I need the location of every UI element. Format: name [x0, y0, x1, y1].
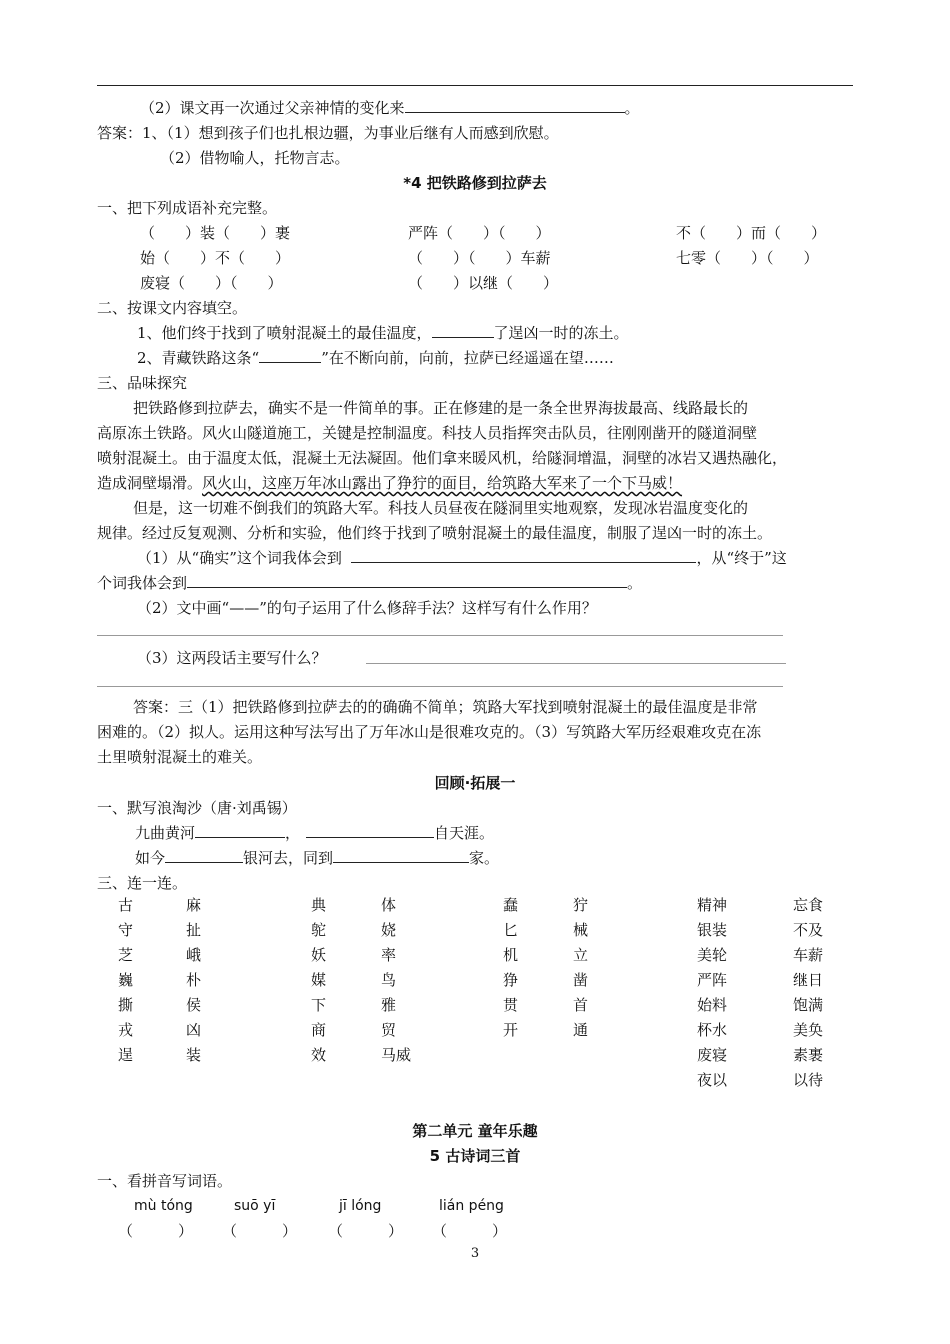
- match-word[interactable]: 撕: [118, 996, 134, 1014]
- answer-line: 土里喷射混凝土的难关。: [97, 748, 263, 766]
- match-word[interactable]: 扯: [186, 921, 202, 939]
- match-word[interactable]: 银装: [697, 921, 728, 939]
- underlined-sentence: 风火山，这座万年冰山露出了狰狞的面目，给筑路大军来了一个下马威！: [202, 474, 683, 492]
- match-word[interactable]: 体: [381, 896, 397, 914]
- answer-blank[interactable]: [306, 823, 434, 838]
- section-heading: 一、看拼音写词语。: [97, 1172, 233, 1190]
- match-word[interactable]: 妖: [311, 946, 327, 964]
- match-word[interactable]: 朴: [186, 971, 202, 989]
- match-word[interactable]: 装: [186, 1046, 202, 1064]
- match-word[interactable]: 美轮: [697, 946, 728, 964]
- section-heading: 一、默写浪淘沙（唐·刘禹锡）: [97, 799, 297, 817]
- idiom-item: （ ）（ ）车薪: [408, 249, 551, 267]
- match-word[interactable]: 狰: [503, 971, 519, 989]
- match-word[interactable]: 娆: [381, 921, 397, 939]
- match-word[interactable]: 首: [573, 996, 589, 1014]
- match-word[interactable]: 下: [311, 996, 327, 1014]
- match-word[interactable]: 始料: [697, 996, 728, 1014]
- answer-blank[interactable]: [165, 848, 243, 863]
- question-line: （2）课文再一次通过父亲神情的变化来 。: [140, 99, 640, 117]
- answer-blank[interactable]: [432, 323, 494, 338]
- passage-line: 高原冻土铁路。风火山隧道施工，关键是控制温度。科技人员指挥突击队员，往刚刚凿开的隧道洞壁: [97, 424, 758, 442]
- match-word[interactable]: 车薪: [793, 946, 824, 964]
- pinyin-label: lián péng: [439, 1198, 504, 1214]
- match-word[interactable]: 立: [573, 946, 589, 964]
- question-line: （3）这两段话主要写什么？: [137, 649, 327, 667]
- match-word[interactable]: 逞: [118, 1046, 134, 1064]
- answer-blank[interactable]: [405, 98, 625, 113]
- lesson-title: 5 古诗词三首: [429, 1147, 521, 1165]
- match-word[interactable]: 杯水: [697, 1021, 728, 1039]
- match-word[interactable]: 忘食: [793, 896, 824, 914]
- match-word[interactable]: 芝: [118, 946, 134, 964]
- passage-line: 但是，这一切难不倒我们的筑路大军。科技人员昼夜在隧洞里实地观察，发现冰岩温度变化的: [133, 499, 749, 517]
- match-word[interactable]: 麻: [186, 896, 202, 914]
- passage-line: 造成洞壁塌滑。风火山，这座万年冰山露出了狰狞的面目，给筑路大军来了一个下马威！: [97, 474, 683, 492]
- question-line: 个词我体会到 。: [97, 574, 643, 592]
- match-word[interactable]: 峨: [186, 946, 202, 964]
- section-heading: 一、把下列成语补充完整。: [97, 199, 278, 217]
- answer-line: 困难的。（2）拟人。运用这种写法写出了万年冰山是很难攻克的。（3）写筑路大军历经艰难攻克在冻: [97, 723, 762, 741]
- section-heading: 二、按课文内容填空。: [97, 299, 248, 317]
- passage-line: 把铁路修到拉萨去，确实不是一件简单的事。正在修建的是一条全世界海拔最高、线路最长的: [133, 399, 749, 417]
- match-word[interactable]: 鸟: [381, 971, 397, 989]
- header-rule: [97, 85, 853, 86]
- match-word[interactable]: 戎: [118, 1021, 134, 1039]
- match-word[interactable]: 守: [118, 921, 134, 939]
- unit-title: 第二单元 童年乐趣: [412, 1122, 538, 1140]
- match-word[interactable]: 马威: [381, 1046, 412, 1064]
- match-word[interactable]: 以待: [793, 1071, 824, 1089]
- match-word[interactable]: 继日: [793, 971, 824, 989]
- match-word[interactable]: 饱满: [793, 996, 824, 1014]
- passage-line: 规律。经过反复观测、分析和实验，他们终于找到了喷射混凝土的最佳温度，制服了逞凶一时的冻土。: [97, 524, 773, 542]
- match-word[interactable]: 严阵: [697, 971, 728, 989]
- match-word[interactable]: 匕: [503, 921, 519, 939]
- section-title: 回顾·拓展一: [434, 774, 516, 792]
- match-word[interactable]: 废寝: [697, 1046, 728, 1064]
- idiom-item: （ ）装（ ）裹: [140, 224, 291, 242]
- answer-bracket[interactable]: （ ）: [118, 1222, 194, 1240]
- match-word[interactable]: 率: [381, 946, 397, 964]
- match-word[interactable]: 凶: [186, 1021, 202, 1039]
- poem-line: 如今 银河去，同到 家。: [135, 849, 500, 867]
- match-word[interactable]: 效: [311, 1046, 327, 1064]
- match-word[interactable]: 贸: [381, 1021, 397, 1039]
- match-word[interactable]: 鸵: [311, 921, 327, 939]
- idiom-item: 废寝（ ）（ ）: [140, 274, 283, 292]
- match-word[interactable]: 不及: [793, 921, 824, 939]
- idiom-item: 七零（ ）（ ）: [676, 249, 819, 267]
- pinyin-label: jī lóng: [339, 1198, 382, 1214]
- answer-line: 答案：三（1）把铁路修到拉萨去的的确确不简单；筑路大军找到喷射混凝土的最佳温度是非常: [133, 698, 758, 716]
- answer-rule[interactable]: [97, 686, 783, 687]
- fill-line: 2、青藏铁路这条“ ”在不断向前，向前，拉萨已经遥遥在望……: [137, 349, 614, 367]
- idiom-item: 严阵（ ）（ ）: [408, 224, 551, 242]
- pinyin-label: mù tóng: [134, 1198, 193, 1214]
- lesson-title: *4 把铁路修到拉萨去: [403, 174, 547, 192]
- match-word[interactable]: 械: [573, 921, 589, 939]
- match-word[interactable]: 开: [503, 1021, 519, 1039]
- answer-bracket[interactable]: （ ）: [432, 1222, 508, 1240]
- section-heading: 三、品味探究: [97, 374, 188, 392]
- answer-blank[interactable]: [187, 573, 627, 588]
- match-word[interactable]: 蠢: [503, 896, 519, 914]
- match-word[interactable]: 雅: [381, 996, 397, 1014]
- match-word[interactable]: 巍: [118, 971, 134, 989]
- answer-bracket[interactable]: （ ）: [328, 1222, 404, 1240]
- answer-blank[interactable]: [259, 348, 321, 363]
- match-word[interactable]: 贯: [503, 996, 519, 1014]
- match-word[interactable]: 古: [118, 896, 134, 914]
- match-word[interactable]: 机: [503, 946, 519, 964]
- section-heading: 三、连一连。: [97, 874, 188, 892]
- match-word[interactable]: 通: [573, 1021, 589, 1039]
- fill-line: 1、他们终于找到了喷射混凝土的最佳温度， 了逞凶一时的冻土。: [137, 324, 629, 342]
- answer-rule[interactable]: [366, 663, 786, 664]
- answer-blank[interactable]: [333, 848, 469, 863]
- match-word[interactable]: 商: [311, 1021, 327, 1039]
- match-word[interactable]: 精神: [697, 896, 728, 914]
- idiom-item: （ ）以继（ ）: [408, 274, 559, 292]
- match-word[interactable]: 夜以: [697, 1071, 728, 1089]
- answer-blank[interactable]: [195, 823, 285, 838]
- match-word[interactable]: 狞: [573, 896, 589, 914]
- page-number: 3: [470, 1246, 480, 1261]
- answer-bracket[interactable]: （ ）: [222, 1222, 298, 1240]
- answer-blank[interactable]: [351, 548, 696, 563]
- idiom-item: 不（ ）而（ ）: [676, 224, 827, 242]
- match-word[interactable]: 媒: [311, 971, 327, 989]
- answer-line: （2）借物喻人，托物言志。: [160, 149, 350, 167]
- answer-rule[interactable]: [97, 635, 783, 636]
- match-word[interactable]: 侯: [186, 996, 202, 1014]
- answer-line: 答案：1、（1）想到孩子们也扎根边疆，为事业后继有人而感到欣慰。: [97, 124, 559, 142]
- question-line: （1）从“确实”这个词我体会到 ，从“终于”这: [137, 549, 787, 567]
- idiom-item: 始（ ）不（ ）: [140, 249, 291, 267]
- match-word[interactable]: 典: [311, 896, 327, 914]
- match-word[interactable]: 美奂: [793, 1021, 824, 1039]
- match-word[interactable]: 素裹: [793, 1046, 824, 1064]
- pinyin-label: suō yī: [234, 1198, 276, 1214]
- question-line: （2）文中画“——”的句子运用了什么修辞手法？这样写有什么作用？: [137, 599, 597, 617]
- poem-line: 九曲黄河 ， 自天涯。: [135, 824, 495, 842]
- passage-line: 喷射混凝土。由于温度太低，混凝土无法凝固。他们拿来暖风机，给隧洞增温，洞壁的冰岩又遇热融化，: [97, 449, 788, 467]
- match-word[interactable]: 凿: [573, 971, 589, 989]
